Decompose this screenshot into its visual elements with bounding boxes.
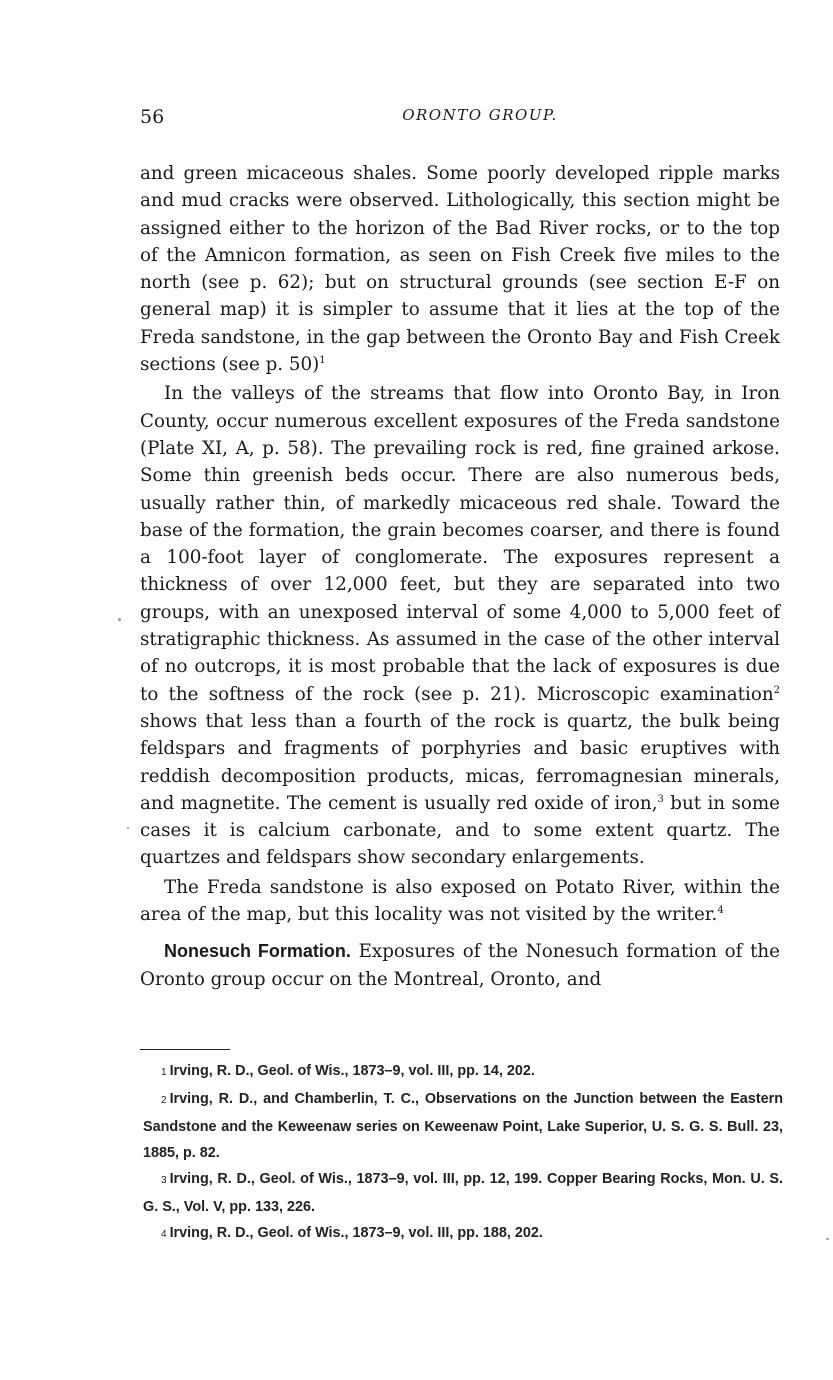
scan-speck (118, 618, 121, 621)
footnote-number: 3 (161, 1175, 167, 1186)
paragraph-text: and green micaceous shales. Some poorly developed ripple marks and mud cracks were observed. Lithologically, this section might be assigned either to the horizon of the Bad River rocks, or to the top of the Amnicon formation, as seen on Fish Creek five miles to the north (see p. 62); but on structural grounds (see section E-F on general map) it is simpler to assume that it lies at the top of the Freda sandstone, in the gap between the Oronto Bay and Fish Creek sections (see p. 50) (140, 163, 780, 376)
footnote-number: 4 (161, 1229, 167, 1240)
body-text (140, 160, 780, 993)
page-header (140, 106, 780, 132)
footnote-3 (143, 1166, 783, 1220)
paragraph-text: Exposures of the Nonesuch formation of the Oronto group occur on the Montreal, Oronto, and (140, 941, 781, 990)
paragraph-3 (140, 874, 780, 929)
running-head: ORONTO GROUP. (402, 106, 558, 124)
footnote-ref: 1 (319, 355, 326, 367)
scan-speck (127, 827, 129, 829)
footnote-text: Irving, R. D., Geol. of Wis., 1873–9, vol. III, pp. 12, 199. Copper Bearing Rocks, Mon. U. S. G. S., Vol. V, pp. 133, 226. (143, 1171, 783, 1215)
footnote-text: Irving, R. D., Geol. of Wis., 1873–9, vol. III, pp. 14, 202. (169, 1063, 535, 1079)
paragraph-text: In the valleys of the streams that flow into Oronto Bay, in Iron County, occur numerous excellent exposures of the Freda sandstone (Plate XI, A, p. 58). The prevailing rock is red, fine grained arkose. Some thin greenish beds occur. There are also numerous beds, usually rather thin, of markedly micaceous red shale. Toward the base of the formation, the grain becomes coarser, and there is found a 100-foot layer of conglomerate. The exposures represent a thickness of over 12,000 feet, but they are separated into two groups, with an unexposed interval of some 4,000 to 5,000 feet of stratigraphic thickness. As assumed in the case of the other interval of no outcrops, it is most probable that the lack of exposures is due to the softness of the rock (see p. 21). Microscopic examination (140, 383, 780, 705)
paragraph-2 (140, 380, 780, 871)
footnote-4 (143, 1220, 783, 1248)
footnotes (143, 1058, 783, 1248)
footnote-ref: 4 (717, 905, 724, 917)
footnote-number: 1 (161, 1067, 167, 1078)
paragraph-text: The Freda sandstone is also exposed on Potato River, within the area of the map, but this locality was not visited by the writer. (140, 876, 780, 926)
footnote-text: Irving, R. D., and Chamberlin, T. C., Observations on the Junction between the Eastern Sandstone and the Keweenaw series on Keweenaw Point, Lake Superior, U. S. G. S. Bull. 23, 1885, p. 82. (143, 1091, 783, 1161)
page-number: 56 (140, 106, 165, 128)
footnote-ref: 3 (657, 793, 664, 805)
paragraph-4 (140, 938, 780, 993)
paragraph-text: shows that less than a fourth of the rock is quartz, the bulk being feldspars and fragments of porphyries and basic eruptives with reddish decomposition products, micas, ferromagnesian minerals, and magnetite. The cement is usually red oxide of iron, (140, 710, 780, 814)
scan-speck (826, 1238, 829, 1240)
paragraph-text: but in some cases it is calcium carbonate, and to some extent quartz. The quartzes and feldspars show secondary enlargements. (140, 792, 780, 869)
footnote-ref: 2 (773, 684, 780, 696)
footnote-text: Irving, R. D., Geol. of Wis., 1873–9, vol. III, pp. 188, 202. (169, 1225, 543, 1241)
section-heading: Nonesuch Formation. (164, 941, 351, 962)
paragraph-1 (140, 160, 780, 378)
footnote-rule (140, 1049, 230, 1050)
footnote-number: 2 (161, 1095, 167, 1106)
footnote-1 (143, 1058, 783, 1086)
footnote-2 (143, 1086, 783, 1166)
